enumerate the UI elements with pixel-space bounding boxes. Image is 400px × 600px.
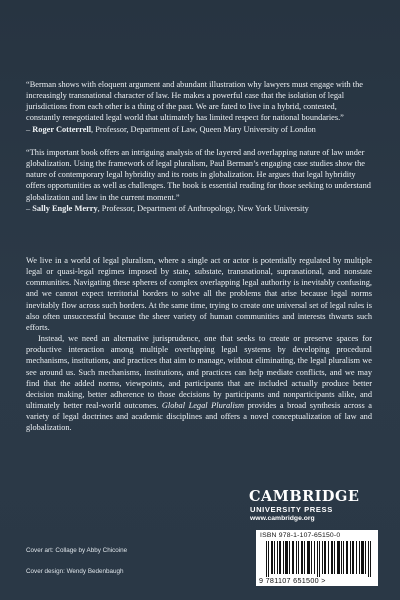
barcode-bars-icon <box>266 541 372 577</box>
isbn-label: ISBN 978-1-107-65150-0 <box>260 532 341 539</box>
publisher-name: CAMBRIDGE <box>249 488 360 505</box>
description-paragraph-2 <box>26 333 372 433</box>
quote-text: “This important book offers an intriguing analysis of the layered and overlapping nature of law under globalization. Using the framework of legal pluralism, Paul Berman’s engaging case studies show the nature of contemporary legal hybridity and its roots in globalization. He argues that legal hybridity offers opportunities as well as challenges. The book is essential reading for those seeking to understand globalization and law in the current moment.” <box>26 148 371 202</box>
book-description <box>26 255 372 434</box>
barcode-digits: 9 781107 651500 > <box>259 576 326 585</box>
cover-art-credit: Cover art: Collage by Abby Chicoine <box>26 547 128 554</box>
endorser-name: Sally Engle Merry <box>32 203 98 213</box>
publisher-subtitle: UNIVERSITY PRESS <box>250 505 333 514</box>
quote-text: “Berman shows with eloquent argument and abundant illustration why lawyers must engage with the increasingly transnational character of law. He makes a powerful case that the isolation of legal jurisdictions from each other is a thing of the past. We are fated to live in a hybrid, contested, constantly renegotiated legal world that ultimately has limited respect for national boundaries.” <box>26 80 364 123</box>
quote-dash: – <box>26 124 33 134</box>
publisher-url: www.cambridge.org <box>250 515 315 522</box>
cover-design-credit: Cover design: Wendy Bedenbaugh <box>26 568 124 575</box>
quote-dash: – <box>26 203 33 213</box>
paragraph-2-end: provides a broad synthesis across a variety of legal doctrines and academic disciplines and offers a novel conceptualization of law and globalization. <box>26 401 372 433</box>
endorsement-quote-2 <box>26 147 372 214</box>
barcode <box>256 530 378 586</box>
endorser-affiliation: , Professor, Department of Law, Queen Mary University of London <box>91 124 316 134</box>
endorsement-quote-1 <box>26 79 372 135</box>
description-paragraph-1: We live in a world of legal pluralism, where a single act or actor is potentially regulated by multiple legal or quasi-legal regimes imposed by state, substate, transnational, supranational, and nonstate communities. Navigating these spheres of complex overlapping legal authority is inevitably confusing, and we cannot expect territorial borders to solve all the problems that arise because legal norms inevitably flow across such borders. At the same time, trying to create one universal set of legal rules is also often unsuccessful because the sheer variety of human communities and interests thwarts such efforts. <box>26 256 372 332</box>
paragraph-2-start: Instead, we need an alternative jurisprudence, one that seeks to create or preserve spaces for productive interaction among multiple overlapping legal systems by developing procedural mechanisms, institutions, and practices that aim to manage, without eliminating, the legal pluralism we see around us. Such mechanisms, institutions, and practices can help mediate conflicts, and we may find that the added norms, viewpoints, and participants that are included actually produce better decision making, better adherence to those decisions by participants and nonparticipants alike, and ultimately better real-world outcomes. <box>26 334 372 411</box>
book-title: Global Legal Pluralism <box>161 401 245 411</box>
publisher-logo <box>249 489 379 523</box>
endorser-affiliation: , Professor, Department of Anthropology, New York University <box>97 203 309 213</box>
endorser-name: Roger Cotterrell <box>32 124 92 134</box>
